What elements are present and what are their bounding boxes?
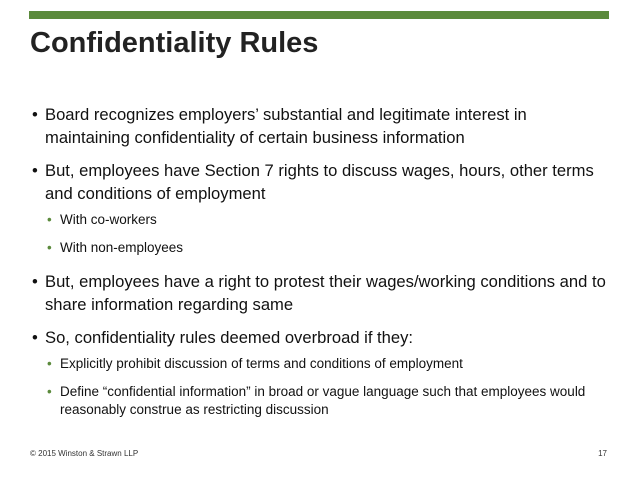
sub-bullet-text: With non-employees (60, 240, 184, 255)
sub-bullet-item (32, 355, 612, 373)
bullet-item (32, 326, 612, 349)
bullet-dot-icon: • (32, 328, 38, 347)
slide-body (32, 103, 612, 429)
bullet-dot-icon: • (32, 105, 38, 124)
bullet-text: So, confidentiality rules deemed overbroad if they: (45, 328, 414, 347)
bullet-item (32, 159, 612, 205)
page-number: 17 (598, 449, 607, 458)
bullet-dot-icon: • (32, 161, 38, 180)
sub-bullet-item (32, 211, 612, 229)
sub-bullet-text: Define “confidential information” in broad or vague language such that employees would reasonably construe as restricting discussion (60, 384, 586, 417)
bullet-text: But, employees have a right to protest their wages/working conditions and to share information regarding same (45, 272, 606, 314)
footer-copyright: © 2015 Winston & Strawn LLP (30, 449, 139, 458)
bullet-text: Board recognizes employers’ substantial and legitimate interest in maintaining confidentiality of certain business information (45, 105, 527, 147)
bullet-dot-icon: • (32, 272, 38, 291)
sub-bullet-dot-icon: • (47, 384, 52, 399)
top-accent-bar (29, 11, 609, 19)
bullet-item (32, 270, 612, 316)
sub-bullet-item (32, 239, 612, 257)
sub-bullet-dot-icon: • (47, 356, 52, 371)
bullet-item (32, 103, 612, 149)
sub-bullet-dot-icon: • (47, 240, 52, 255)
slide-title: Confidentiality Rules (30, 27, 319, 59)
bullet-text: But, employees have Section 7 rights to discuss wages, hours, other terms and conditions of employment (45, 161, 594, 203)
sub-bullet-item (32, 383, 612, 419)
sub-bullet-text: Explicitly prohibit discussion of terms and conditions of employment (60, 356, 463, 371)
sub-bullet-text: With co-workers (60, 212, 157, 227)
sub-bullet-dot-icon: • (47, 212, 52, 227)
